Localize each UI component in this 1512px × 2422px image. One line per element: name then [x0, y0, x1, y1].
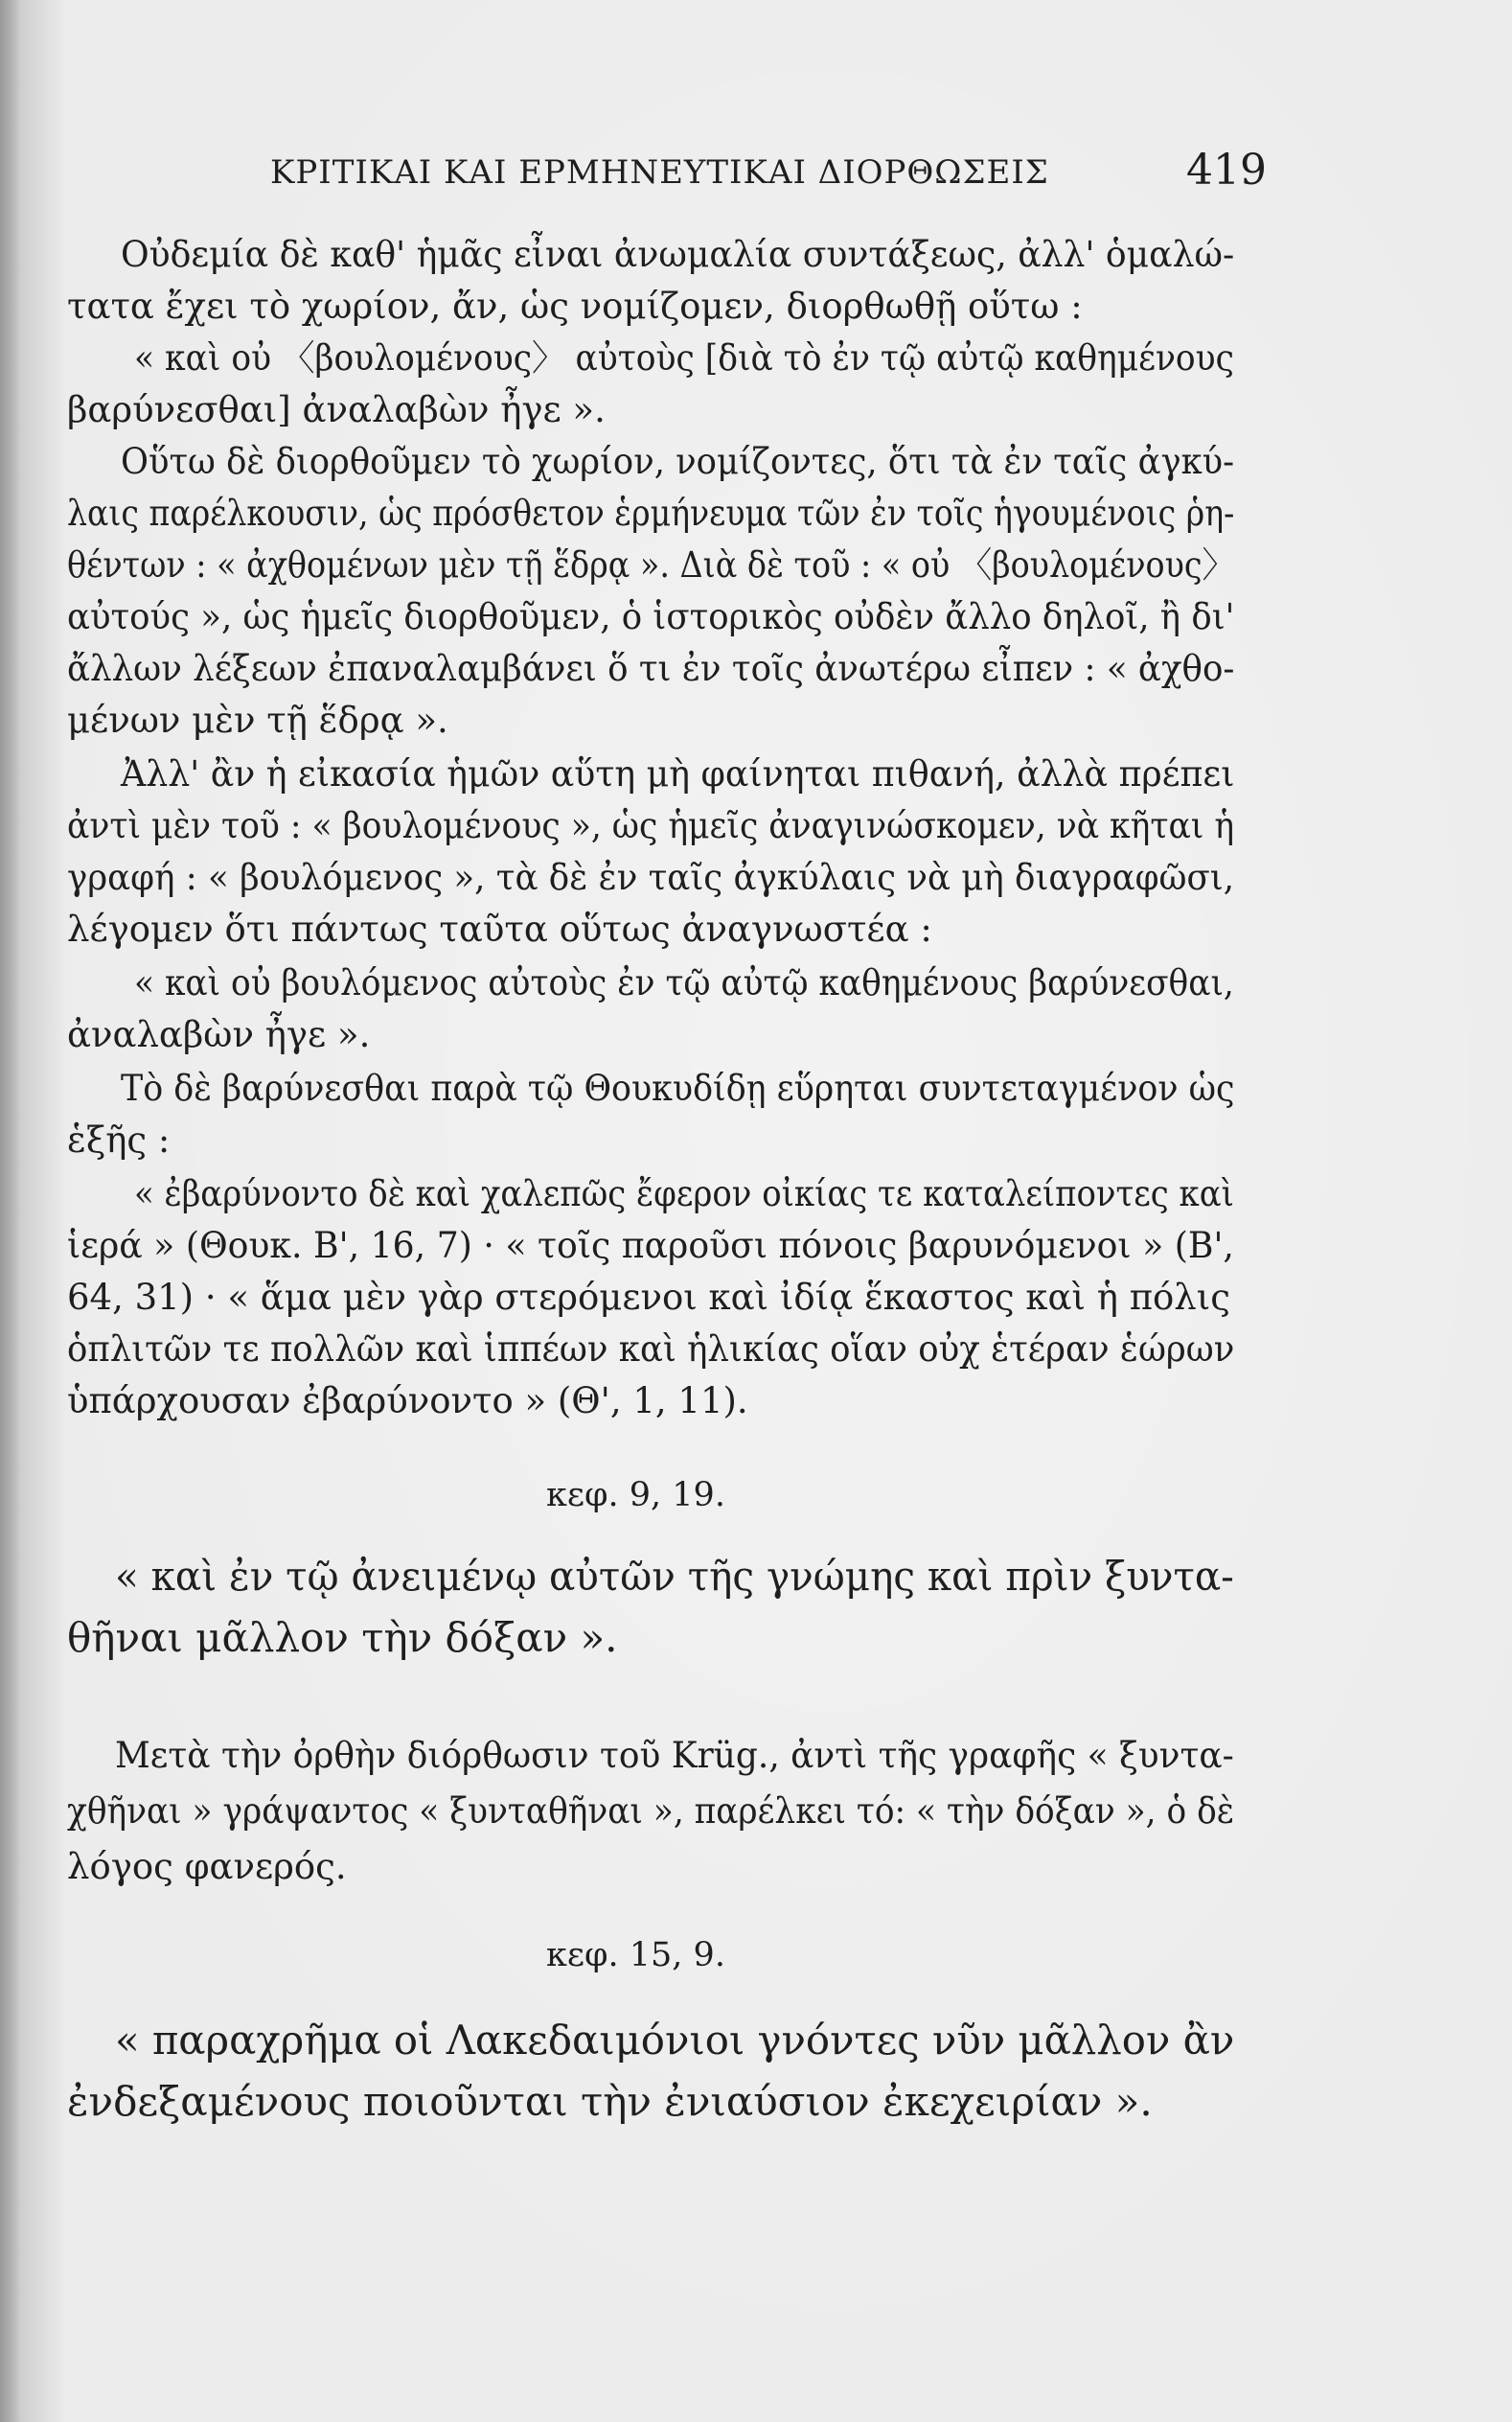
text-line: ἑξῆς :: [67, 1119, 171, 1161]
text-line: ἄλλων λέξεων ἐπαναλαμβάνει ὅ τι ἐν τοῖς ἀνωτέρω εἶπεν : « ἀχθο-: [67, 648, 1235, 689]
text-line: ἀντὶ μὲν τοῦ : « βουλομένους », ὡς ἡμεῖς ἀναγινώσκομεν, νὰ κῆται ἡ: [67, 805, 1235, 846]
quotation-line: 64, 31) · « ἅμα μὲν γὰρ στερόμενοι καὶ ἰδίᾳ ἕκαστος καὶ ἡ πόλις: [67, 1277, 1230, 1318]
text-line: Μετὰ τὴν ὀρθὴν διόρθωσιν τοῦ Krüg., ἀντὶ τῆς γραφῆς « ξυντα-: [115, 1735, 1234, 1776]
page-number: 419: [1186, 146, 1267, 195]
quotation-line: βαρύνεσθαι] ἀναλαβὼν ἦγε ».: [67, 389, 606, 430]
quotation-line: « καὶ οὐ 〈βουλομένους〉 αὐτοὺς [διὰ τὸ ἐν τῷ αὐτῷ καθημένους: [134, 337, 1234, 379]
quotation-line: « καὶ ἐν τῷ ἀνειμένῳ αὐτῶν τῆς γνώμης καὶ πρὶν ξυντα-: [115, 1553, 1234, 1600]
text-line: λαις παρέλκουσιν, ὡς πρόσθετον ἑρμήνευμα τῶν ἐν τοῖς ἡγουμένοις ῥη-: [67, 493, 1235, 534]
quotation-line: ἱερά » (Θουκ. Β', 16, 7) · « τοῖς παροῦσι πόνοις βαρυνόμενοι » (Β',: [67, 1225, 1234, 1266]
quotation-line: ἀναλαβὼν ἦγε ».: [67, 1014, 371, 1055]
quotation-line: θῆναι μᾶλλον τὴν δόξαν ».: [67, 1614, 618, 1661]
chapter-reference: κεφ. 15, 9.: [546, 1936, 725, 1974]
text-line: τατα ἔχει τὸ χωρίον, ἄν, ὡς νομίζομεν, διορθωθῇ οὕτω :: [67, 286, 1083, 327]
text-line: Τὸ δὲ βαρύνεσθαι παρὰ τῷ Θουκυδίδῃ εὕρηται συντεταγμένον ὡς: [121, 1068, 1235, 1109]
running-title: ΚΡΙΤΙΚΑΙ ΚΑΙ ΕΡΜΗΝΕΥΤΙΚΑΙ ΔΙΟΡΘΩΣΕΙΣ: [270, 153, 1049, 192]
text-line: γραφή : « βουλόμενος », τὰ δὲ ἐν ταῖς ἀγκύλαις νὰ μὴ διαγραφῶσι,: [67, 857, 1235, 898]
quotation-line: ἐνδεξαμένους ποιοῦνται τὴν ἐνιαύσιον ἐκεχειρίαν ».: [67, 2078, 1153, 2125]
page-gutter-shadow: [0, 0, 21, 2422]
text-line: Οὐδεμία δὲ καθ' ἡμᾶς εἶναι ἀνωμαλία συντάξεως, ἀλλ' ὁμαλώ-: [121, 234, 1235, 275]
text-line: Ἀλλ' ἂν ἡ εἰκασία ἡμῶν αὕτη μὴ φαίνηται πιθανή, ἀλλὰ πρέπει: [121, 753, 1235, 795]
text-line: θέντων : « ἀχθομένων μὲν τῇ ἕδρᾳ ». Διὰ δὲ τοῦ : « οὐ 〈βουλομένους〉: [67, 544, 1234, 586]
text-line: λόγος φανερός.: [67, 1846, 347, 1887]
text-line: αὐτούς », ὡς ἡμεῖς διορθοῦμεν, ὁ ἱστορικὸς οὐδὲν ἄλλο δηλοῖ, ἢ δι': [67, 596, 1235, 637]
body-text: [67, 182, 1234, 2339]
quotation-line: « ἐβαρύνοντο δὲ καὶ χαλεπῶς ἔφερον οἰκίας τε καταλείποντες καὶ: [134, 1173, 1234, 1214]
quotation-line: « καὶ οὐ βουλόμενος αὐτοὺς ἐν τῷ αὐτῷ καθημένους βαρύνεσθαι,: [134, 962, 1234, 1003]
text-line: μένων μὲν τῇ ἕδρᾳ ».: [67, 700, 448, 741]
chapter-reference: κεφ. 9, 19.: [546, 1476, 725, 1514]
text-line: λέγομεν ὅτι πάντως ταῦτα οὕτως ἀναγνωστέα :: [67, 909, 932, 950]
quotation-line: ὁπλιτῶν τε πολλῶν καὶ ἱππέων καὶ ἡλικίας οἵαν οὐχ ἑτέραν ἑώρων: [67, 1328, 1235, 1370]
text-line: Οὕτω δὲ διορθοῦμεν τὸ χωρίον, νομίζοντες, ὅτι τὰ ἐν ταῖς ἀγκύ-: [121, 441, 1235, 482]
quotation-line: « παραχρῆμα οἱ Λακεδαιμόνιοι γνόντες νῦν μᾶλλον ἂν: [115, 2017, 1235, 2064]
quotation-line: ὑπάρχουσαν ἐβαρύνοντο » (Θ', 1, 11).: [67, 1380, 748, 1421]
text-line: χθῆναι » γράψαντος « ξυνταθῆναι », παρέλκει τό: « τὴν δόξαν », ὁ δὲ: [67, 1790, 1235, 1832]
